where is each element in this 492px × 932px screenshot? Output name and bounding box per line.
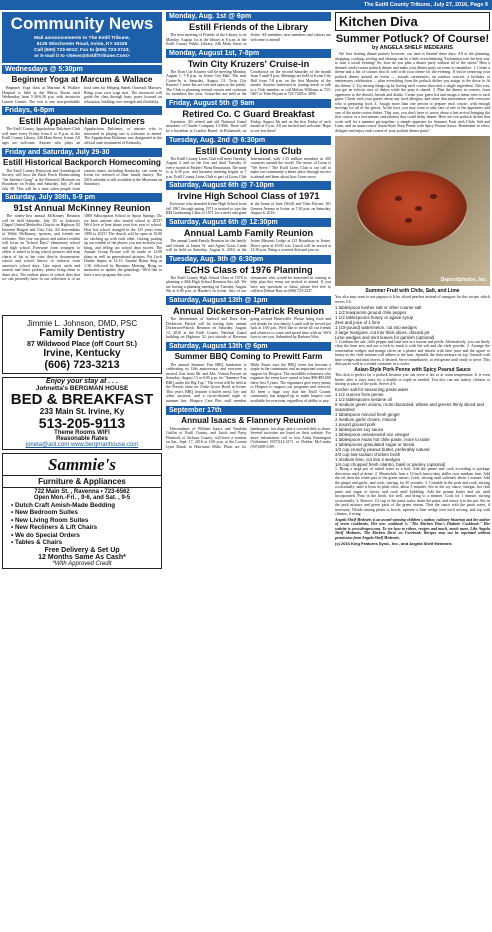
photo-caption: Summer Fruit with Chile, Salt, and Lime (365, 288, 460, 294)
recipe-title: Asian-Style Pork Penne with Spicy Peanut Sauce (354, 367, 471, 374)
list-item: 1 tablespoon unseasoned rice vinegar (335, 432, 410, 438)
list-item: 1 tablespoons granulated sugar or stevia (335, 442, 415, 448)
kitchen-diva-column (335, 12, 490, 546)
bowl-image (357, 171, 467, 246)
date-bar: Saturday, August 13th @ 1pm (166, 296, 331, 305)
list-item: • Dutch Craft Amish-Made Bedding (11, 502, 116, 509)
byline: by ANGELA SHELF MEDEARIS (372, 45, 453, 51)
date-bar: Friday, August 5th @ 9am (166, 99, 331, 108)
article-title: Retired Co. C Guard Breakfast (182, 108, 315, 119)
dentist-phone: (606) 723-3213 (44, 359, 120, 371)
list-item: 3 tablespoons soy sauce (335, 427, 384, 433)
article-body: The Twin City Kruzers will be meeting Monday, August 1, 7-8 p.m. in Irvine City Hall. The next Cruise-In is Saturday, August 13. Twin City Kruzers' Cruise-Ins are free and open to the public. The Club is planning several cruises and cookouts for members this year. Cruise-Ins are held at the Courthouse on the second Saturday of the month from 5 until 9 p.m. Meetings are held at Irvine City Hall from 7-8 p.m. on the first Monday of the month. Anyone interested in joining needs to talk to a Club member or call Melvin Williams at 723-5467 or Tobo Bryant at 723-7248 or 3858. (166, 69, 331, 96)
article-body: We love hosting dinner parties; however, our time is limited these days. All of the planning, shopping, cooking, serving and cleanup can be a little overwhelming. Enchantion isn't the best way to start a social evening! So, how do you plan a dinner party without all of the stress? Host a themed, multi-course potluck dinner and make your dinner party an event to remember. 1. Create a theme and a list of courses that fit well with your theme for the evening. If you're centering your potluck dinner around an event — awards ceremonies, an outdoor concert, a birthday or anniversary celebration — plan everything from the potluck dishes you assign to the decor to fit the theme. 2. Try mixing things up by having each course showcase a single ingredient. This way, you get an eclectic mix of dishes while the prep is shared. 3. Plan the dinner in courses, from appetizers to the dessert, breads and drinks. Create your guest list and assign a menu item to each guest. Check with your guests about any food allergies, and share that information with everyone who is preparing food. 4. Assign more than one person to prepare each course, with enough servings for all of the guests. At the host, you may want to take care of one of the appetizers and one of the main-course dishes. That way, you don't have to worry about a late arrival bringing the first course or a last-minute cancellation that could delay dinner. Here are two potluck dishes that work well for a summer get-together: a simple appetizer for Summer Fruit with Chile, Salt and Lime, and an main-course Asian-Style Pork Penne with Spicy Peanut Sauce. Remember to relax, delegate and enjoy each course of your potluck dinner party! (335, 52, 490, 133)
list-item: 2/3 cup low-sodium chicken broth (335, 452, 401, 458)
date-bar: Tuesday, Aug. 2nd @ 6:30pm (166, 136, 331, 145)
article-body: The Estill County Lions Club will meet Tuesday, August 2 and on the first and third Tuesday of every month at Parkers' Pizza Restaurant. The meal is at 6:30 p.m. and business meeting begins at 7 p.m. Estill County Lions Club is part of Lions Club International, with 1.35 million members in 205 countries around the world. The motto of Lions is "We Serve." The Estill Lions Club is our call to make our community a better place through service to attend and learn about how Lions serve. (166, 156, 331, 179)
list-item: 1/2 cup crunchy peanut butter, preferably natural (335, 447, 430, 453)
ingredient-list (335, 305, 490, 340)
community-news-contact: Mail announcements to The Estill Tribune, 6135 Winchester Road, Irvine, KY 40336 Call (606) 723-5012; Fax to (606) 723-2743; or E-mail it to <News@EstillTribune.Com> (2, 36, 162, 63)
furniture-list (3, 502, 161, 546)
list-item: 1 tablespoon Asian hot chile paste, more to taste (335, 437, 430, 443)
article-title: 91st Annual McKinney Reunion (13, 203, 151, 213)
list-item: • New Recliners & Lift Chairs (11, 524, 98, 532)
article-title: ECHS Class of 1976 Planning (184, 264, 313, 275)
article-headline: Summer Potluck? Of Course! (335, 33, 490, 45)
bean-shape (430, 194, 437, 199)
article-body: Descendants of William Isaacs and Vandalia Griffin of Estill County, and Jacob and Patsy Flannock of Jackson County, will have a reunion on Sat., Sept. 17, 2016 at 1:00 p.m. at the Loretta Lynn Ranch in Hurricane Mills. Plans are for hamburgers, hot dogs, and a covered dish to share. Several activities are listed on their website. For more information call or text Aisha Fannington (Valentine) (937)312-4171 or Debbie McCombs (937)408-3189. (166, 426, 331, 449)
recipe-steps: 1. Bring a large pot of salted water to a boil. Add the penne and cook according to package directions until al dente. 2. Meanwhile, heat a 10-inch heavy-duty skillet over medium heat. Add the oil, then the white part of the green onions. Cook, stirring until softened, about 1 minute. Add the ginger and garlic, and cook, stirring, for 30 seconds. 3. Crumble in the pork and cook, stirring occasionally, until it loses its pink color, about 5 minutes. Stir in the soy sauce, vinegar, hot chili paste and sugar or stevia, and cook until bubbling. Add the peanut butter and stir until incorporated. Pour in the broth, stir well, and bring to a simmer. Cook for 1 minute, stirring occasionally. 4. Reserve 1/2 cup of the pasta water, drain the pasta, and return it to the pot. Stir in the pork mixture and green parts of the green onions. Thin the sauce with the pasta water, if necessary. Divide among plates or bowls, squeeze a lime wedge over each serving, and top with cilantro, if using. (335, 467, 490, 517)
date-bar: Saturday, August 13th @ 6pm (166, 342, 331, 351)
list-item: Lime wedges and mint leaves for garnish (optional) (335, 334, 435, 340)
list-item: 1 medium lime, cut into 4 wedges (335, 457, 401, 463)
bean-shape (415, 206, 422, 211)
article-body: The Estill County High School Class of 1976 is planning a 40th High School Reunion this fall. We are having a planning meeting on Tuesday, August 9th at 6:30 p.m. at Hardee's in Irvine. Any of our classmates who would be interested in coming to help plan this event are invited to attend. If you have any questions or ideas, please feel free to call/text Denise Ratz at (606) 723-2547. (166, 275, 331, 294)
date-bar: Monday, Aug. 1st @ 6pm (166, 12, 331, 21)
list-item: 2 large mangoes, cut into thick slices, discard pit (335, 329, 430, 335)
sammies-furniture-ad: Sammie's Furniture & Appliances 722 Main St. , Ravenna • 723-6562 Open Mon.-Fri. , 9-6, and Sat. , 9-5 • Dutch Craft Amish-Made Bedding • New Bedroom Suites • New Living Room Suites • New Recliners & Lift Chairs • We do Special Orders • Tables & Chairs Free Delivery & Set Up 12 Months Same As Cash* *With Approved Credit (2, 453, 162, 569)
list-item: 1 1/2 teaspoons ground chile pepper (335, 309, 407, 315)
date-bar: Saturday, July 30th, 5-9 pm (2, 193, 162, 202)
recipe-intro: You also may want to use papaya or Ichu, sliced peaches instead of mangoes for this recipe, which serves 5-6. (335, 295, 490, 304)
list-item: 1 tablespoon minced fresh ginger (335, 412, 400, 418)
copyright-line: (c) 2016 King Features Synd., Inc., and Angela Shelf Medearis (335, 540, 452, 546)
community-news-column (2, 12, 162, 569)
article-body: Beginner Yoga class at Marcum & Wallace Hospital is held in the Mercy Room each Wednesday from 5:30-6:30 p.m. with instructor Lauren Conner. The cost is one non-perishable food item for Helping Hands Outreach Ministry. Bring your own yoga mat. The instructor will guide the class through basic poses focused on relaxation, building core strength and flexibility. (2, 86, 162, 104)
date-bar: September 17th (166, 406, 331, 415)
community-news-title: Community News (2, 12, 162, 36)
list-item: 1 1/2 tablespoons honey or agave syrup (335, 314, 414, 320)
article-body: Attention: All retired and old National Guard members of Charlie Company 1/149th. There will be a breakfast at Cracker Barrel, in Richmond, on Friday, August 5th and on the first Friday of each month at 9 a.m. All are invited and welcome. Hope to see you there! (166, 119, 331, 133)
article-title: Summer BBQ Coming to Prewitt Farm (174, 351, 323, 361)
list-item: 1 (10-pound) watermelon, cut into wedges (335, 324, 418, 330)
list-item: • Tables & Chairs (11, 539, 63, 547)
list-item: Kosher salt for seasoning pasta water (335, 387, 409, 393)
article-title: Estill Friends of the Library (189, 22, 308, 32)
list-item: Zest and juice of 1 lime (335, 319, 381, 325)
article-title: Estill Appalachian Dulcimers (19, 116, 145, 127)
list-item: 1 pound ground pork (335, 422, 376, 428)
events-column (166, 12, 331, 449)
date-bar: Fridays, 6-8pm (2, 106, 162, 115)
date-bar: Saturday, August 6th @ 7-10pm (166, 181, 331, 190)
article-title: Beginner Yoga at Marcum & Wallace (11, 75, 153, 84)
article-body: The annual Summer Fun BBQ fundraiser is celebrating its 16th anniversary, and everyone is invited. Join hosts Mr. and Mrs. Vinson Prewitt on Saturday, August 13 at 6:00 p.m. for "Summer Fun BBQ under the Big Top." The event will be held at the Prewitt farm on Cedar Grove Road in Irvine. This year's BBQ features a buffet meal, live and silent auctions, and a circus-themed night of summer fun. Hospice Care Plus staff member Nikki Stuart says the BBQ event has become a staple in the community and an important source of support for Hospice. The incredible volunteers who organize the event have raised at least $90-$95,000 these first 9 years. The organizers give every penny to Hospice to support our programs and services. It's been a huge way that the Estill County community has stepped up to make hospice care available for everyone, regardless of ability to pay. (166, 362, 331, 403)
article-title: Annual Lamb Family Reunion (183, 228, 314, 238)
article-title: Twin City Kruzers' Cruise-in (187, 58, 310, 69)
article-body: The Estill County Historical and Genealogical Society will host the Back Porch Homecoming "the Internet Gang" at the Research Museum on Broadway on Friday and Saturday, July 29 and July 30. This will be a time when people from various states, including Kentucky, can come to Irvine for research of their family history. The 2016 calendar is still available at the Museums on Saturdays. (2, 168, 162, 191)
page-header: The Estill County Tribune, July 27, 2016, Page 9 (0, 0, 492, 10)
ingredient-list (335, 387, 490, 467)
list-item: • New Living Room Suites (11, 516, 89, 524)
email-link[interactable]: or E-mail it to <News@EstillTribune.Com> (34, 54, 130, 59)
bb-phone: 513-205-9113 (38, 415, 126, 431)
article-title: Annual Dickerson-Patrick Reunion (172, 306, 325, 316)
list-item: 1/4 cup chopped fresh cilantro, basil or parsley (optional) (335, 462, 446, 468)
list-item: 1 1/2 tablespoons sesame oil (335, 397, 392, 403)
article-title: Annual Isaacs & Flannery Reunion (181, 415, 316, 425)
article-title: Estill Historical Backporch Homecoming (3, 157, 161, 167)
kitchen-diva-title: Kitchen Diva (335, 12, 490, 31)
photo-credit: Depositphotos, Inc. (440, 277, 487, 283)
article-body: The Estill County Appalachian Dulcimer Club will meet every Friday from 6 to 8 p.m. at the Estill County Library, 246 Main Street, Irvine. All ages are welcome. Anyone who plays an Appalachian Dulcimer, or anyone who is interested in playing one is welcome to attend. The Appalachian Dulcimer was designated as the official state instrument of Kentucky. (2, 127, 162, 145)
community-news-masthead (2, 12, 162, 63)
dentist-ad: Jimmie L. Johnson, DMD, PSC Family Dentistry 87 Wildwood Place (off Court St.) Irvine, Kentucky (606) 723-3213 (2, 315, 162, 374)
author-bio: Angela Shelf Medearis is an award-winning children's author, culinary historian and the author of seven cookbooks. Her new cookbook is "The Kitchen Diva's Diabetic Cookbook." Her website is www.divapro.com. To see how-to videos, recipes and much, much more, Like Angela Shelf Medearis, The Kitchen Diva! on Facebook. Recipes may not be reprinted without permission from Angela Shelf Medearis. (335, 517, 490, 540)
recipe-intro: This dish is perfect for a potluck because you can serve it hot or at room temperature. It is even better, after it stays tasty for a double or triple as needed. You also can use turkey, chicken or shrimp in place of the pork. Serves 4-6. (335, 373, 490, 387)
list-item: • New Bedroom Suites (11, 509, 78, 517)
article-body: The annual Lamb Family Reunion for the family and friends of James W. and Agnes Gross Lamb will be held on Saturday, August 6, 2016, at the Irvine Masonic Lodge at 221 Broadway in Irvine. Doors open at 10:00 a.m. Lunch will be served at 12:30 p.m. Bring a covered dish and join us. (166, 239, 331, 252)
list-item: • We do Special Orders (11, 531, 80, 539)
fruit-platter-photo (335, 136, 490, 286)
article-body: The descendants of Sanford and Dora Ann Dickerson Patrick will be having their annual Dickerson-Patrick Reunion on Saturday, August 13, 2016 at the Estill County National Guard building on Highway 52, just outside of Ravenna going toward Beattyville. Please bring food and soft drinks for you family. Lunch will be served pot luck at 1:00 p.m. We'd like to invite all our friends and relatives to come and spend time with us. We'd love to see you. Submitted by Barbara Wise (166, 317, 331, 339)
article-title: Irvine High School Class of 1971 (177, 191, 320, 202)
bed-and-breakfast-ad: Enjoy your stay at . . . Johnetta's BERGMAN HOUSE BED & BREAKFAST 233 Main St. Irvine, Ky 513-205-9113 Theme Rooms WIFI Reasonable Rates joneta@aol.com www.bergmanhouse.com (2, 377, 162, 450)
list-item: 1 1/2 ounces from penne (335, 392, 384, 398)
bean-shape (405, 218, 412, 223)
article-title: Estill County Lions Club (195, 145, 302, 156)
date-bar: Monday, August 1st, 7-8pm (166, 49, 331, 58)
list-item: 6 medium green onions, roots discarded, whites and greens thinly sliced and separated (335, 402, 484, 413)
recipe-steps: 1. Combine the salt, chile pepper and lime zest in a mortar and pestle. Alternatively, you can finely chop the lime zest and use a fork to mash it with the salt and the chile powder. 2. Arrange the watermelon wedges and mango slices on a platter and drizzle with lime juice and the agave or honey so the chile mixture will adhere to the fruit. Sprinkle the chile mixture on top. Garnish with lime wedges and mint leaves, if desired. Serve immediately, or refrigerate until ready to serve. This dish packs well in a sealed container in a cooler. (335, 339, 490, 367)
article-body: The ninety-first annual McKinney Reunion will be held Saturday, July 30, at Jackson's Chapel United Methodist Church on Highway 82 between Hargett and Clay City. All descendants of Wildy McKinney, spouses, and friends are welcome. This year our photo and artifact exhibit will focus on "School Days" elementary school and high school. Everyone from youngest to oldest is asked to bring school pictures and map charts of his or her own, they're documentary school and school history or artifacts from ancestor's school days. Like report cards and awards and letter jackets; please bring them to share also. The earliest photo of school days that we can presently have in our collection is of an 1880 Subscription School in Spout Springs. Do we have anyone who started school in 2015? We'd love to hear about your first year of school. How has school changed in the 125 years from 1890 to 2015? The church will be open at 10:00 for catching up with each other, visiting, putting up our exhibit of the photos you and artifacts you bring, and telling our school days stories. The Annual Group Picture will be made at 12:00 sharp as well as generational pictures. Pot Luck Dinner begins at 12:15. Annual Hymn Sing at 1:30, followed by Business Meeting. Bring us memories to update the genealogy. We'd like to have a nice program this year. (2, 214, 162, 281)
list-item: 1 tablespoon kosher salt or other coarse salt (335, 304, 422, 310)
bb-email-link[interactable]: joneta@aol.com www.bergmanhouse.com (25, 442, 139, 448)
date-bar: Friday and Saturday, July 29-30 (2, 148, 162, 157)
article-body: The next meeting of Friends of the Library is on Monday, August 1st at the library at 6 p.m. at the Estill County Public Library, 246 Main Street in Irvine. All members, new members and visitors are welcome to attend! (166, 33, 331, 46)
bean-shape (395, 196, 402, 201)
article-body: Everyone who attended Irvine High School from fall 1967 through spring 1971 is invited to join the IHS Graduating Class of 1971 for a meet and greet at the home of Jane (Wolf) and Tobo Bryant, 101 Geneva Avenue in Irvine, at 7:30 p.m. on Saturday, August 6, 2016. (166, 202, 331, 216)
list-item: 2 medium garlic cloves, minced (335, 417, 397, 423)
date-bar: Tuesday, Aug. 9th @ 6:30pm (166, 255, 331, 264)
date-bar: Wednesdays @ 5:30pm (2, 65, 162, 74)
date-bar: Saturday, August 6th @ 12:30pm (166, 218, 331, 227)
